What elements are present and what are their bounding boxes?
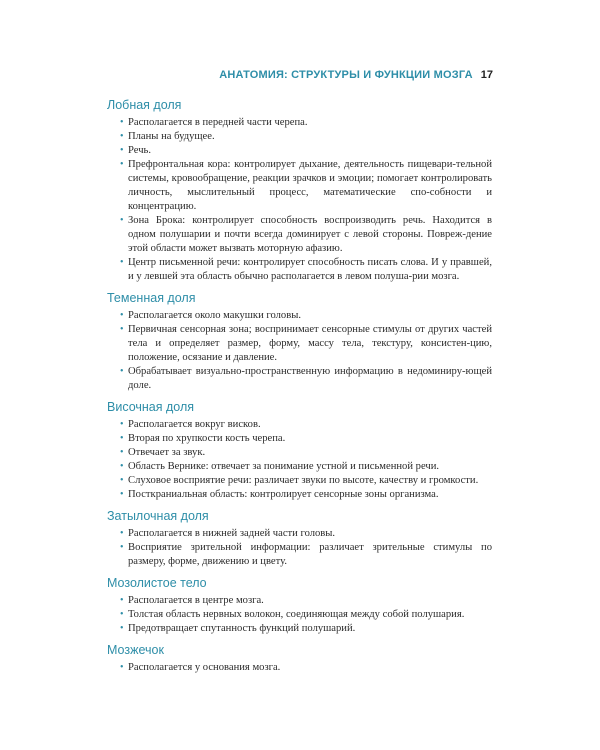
section-heading: Теменная доля xyxy=(107,291,196,305)
running-header xyxy=(219,69,493,81)
bullet-icon: • xyxy=(120,145,124,156)
list-item xyxy=(121,541,492,569)
list-item-text: Восприятие зрительной информации: различает зрительные стимулы по размеру, форме, движению и цвету. xyxy=(128,542,492,567)
list-item-text: Первичная сенсорная зона; воспринимает сенсорные стимулы от других частей тела и определяет размер, форму, массу тела, текстуру, консистен-цию, положение, осязание и давление. xyxy=(128,324,492,363)
list-item xyxy=(121,432,492,446)
bullet-icon: • xyxy=(120,159,124,170)
bullet-icon: • xyxy=(120,310,124,321)
section-heading: Затылочная доля xyxy=(107,509,209,523)
list-item xyxy=(121,256,492,284)
bullet-icon: • xyxy=(120,324,124,335)
list-item-text: Толстая область нервных волокон, соединяющая между собой полушария. xyxy=(128,609,465,620)
list-item-text: Речь. xyxy=(128,145,151,156)
list-item-text: Предотвращает спутанность функций полушарий. xyxy=(128,623,356,634)
bullet-icon: • xyxy=(120,433,124,444)
bullet-icon: • xyxy=(120,475,124,486)
section-heading: Височная доля xyxy=(107,400,195,414)
section xyxy=(108,508,492,569)
list-item xyxy=(121,158,492,214)
bullet-icon: • xyxy=(120,662,124,673)
bullet-icon: • xyxy=(120,623,124,634)
bullet-icon: • xyxy=(120,542,124,553)
bullet-icon: • xyxy=(120,461,124,472)
bullet-icon: • xyxy=(120,117,124,128)
bullet-icon: • xyxy=(120,528,124,539)
section xyxy=(108,290,492,393)
list-item xyxy=(121,116,492,130)
bullet-list xyxy=(108,527,492,569)
list-item-text: Располагается около макушки головы. xyxy=(128,310,301,321)
bullet-icon: • xyxy=(120,215,124,226)
list-item-text: Слуховое восприятие речи: различает звуки по высоте, качеству и громкости. xyxy=(128,475,479,486)
bullet-icon: • xyxy=(120,366,124,377)
list-item xyxy=(121,214,492,256)
list-item xyxy=(121,527,492,541)
bullet-icon: • xyxy=(120,489,124,500)
list-item-text: Область Вернике: отвечает за понимание устной и письменной речи. xyxy=(128,461,440,472)
section xyxy=(108,399,492,502)
bullet-list xyxy=(108,309,492,393)
bullet-list xyxy=(108,116,492,284)
bullet-list xyxy=(108,418,492,502)
bullet-list xyxy=(108,594,492,636)
section xyxy=(108,642,492,675)
list-item xyxy=(121,323,492,365)
list-item xyxy=(121,608,492,622)
bullet-icon: • xyxy=(120,131,124,142)
section-heading: Лобная доля xyxy=(107,98,182,112)
list-item-text: Располагается вокруг висков. xyxy=(128,419,261,430)
bullet-icon: • xyxy=(120,257,124,268)
bullet-icon: • xyxy=(120,447,124,458)
list-item xyxy=(121,446,492,460)
section-heading: Мозжечок xyxy=(107,643,164,657)
list-item xyxy=(121,488,492,502)
section-heading: Мозолистое тело xyxy=(107,576,207,590)
list-item-text: Префронтальная кора: контролирует дыхание, деятельность пищевари-тельной системы, кровообращение, реакции зрачков и эмоции; помогает контролировать личность, мыслительный процесс, математические спо-собности и концентрацию. xyxy=(128,159,492,212)
list-item-text: Располагается в центре мозга. xyxy=(128,595,264,606)
list-item xyxy=(121,130,492,144)
list-item-text: Обрабатывает визуально-пространственную информацию в недоминиру-ющей доле. xyxy=(128,366,492,391)
list-item-text: Вторая по хрупкости кость черепа. xyxy=(128,433,286,444)
bullet-icon: • xyxy=(120,419,124,430)
list-item-text: Зона Брока: контролирует способность воспроизводить речь. Находится в одном полушарии и почти всегда доминирует с левой стороны. Повреж-дение этой области может вызвать моторную афазию. xyxy=(128,215,492,254)
bullet-icon: • xyxy=(120,595,124,606)
list-item-text: Планы на будущее. xyxy=(128,131,215,142)
list-item xyxy=(121,365,492,393)
page-number: 17 xyxy=(480,69,493,81)
list-item xyxy=(121,474,492,488)
list-item xyxy=(121,309,492,323)
list-item-text: Располагается у основания мозга. xyxy=(128,662,281,673)
list-item xyxy=(121,460,492,474)
running-title: АНАТОМИЯ: СТРУКТУРЫ И ФУНКЦИИ МОЗГА xyxy=(219,69,473,81)
list-item xyxy=(121,144,492,158)
list-item-text: Посткраниальная область: контролирует сенсорные зоны организма. xyxy=(128,489,439,500)
list-item xyxy=(121,622,492,636)
list-item-text: Располагается в передней части черепа. xyxy=(128,117,308,128)
bullet-icon: • xyxy=(120,609,124,620)
section xyxy=(108,575,492,636)
page-content xyxy=(108,97,492,681)
list-item-text: Располагается в нижней задней части головы. xyxy=(128,528,336,539)
list-item-text: Отвечает за звук. xyxy=(128,447,206,458)
list-item xyxy=(121,594,492,608)
list-item xyxy=(121,661,492,675)
list-item-text: Центр письменной речи: контролирует способность писать слова. И у правшей, и у левшей эта область обычно располагается в левом полуша-рии мозга. xyxy=(128,257,492,282)
list-item xyxy=(121,418,492,432)
bullet-list xyxy=(108,661,492,675)
section xyxy=(108,97,492,284)
